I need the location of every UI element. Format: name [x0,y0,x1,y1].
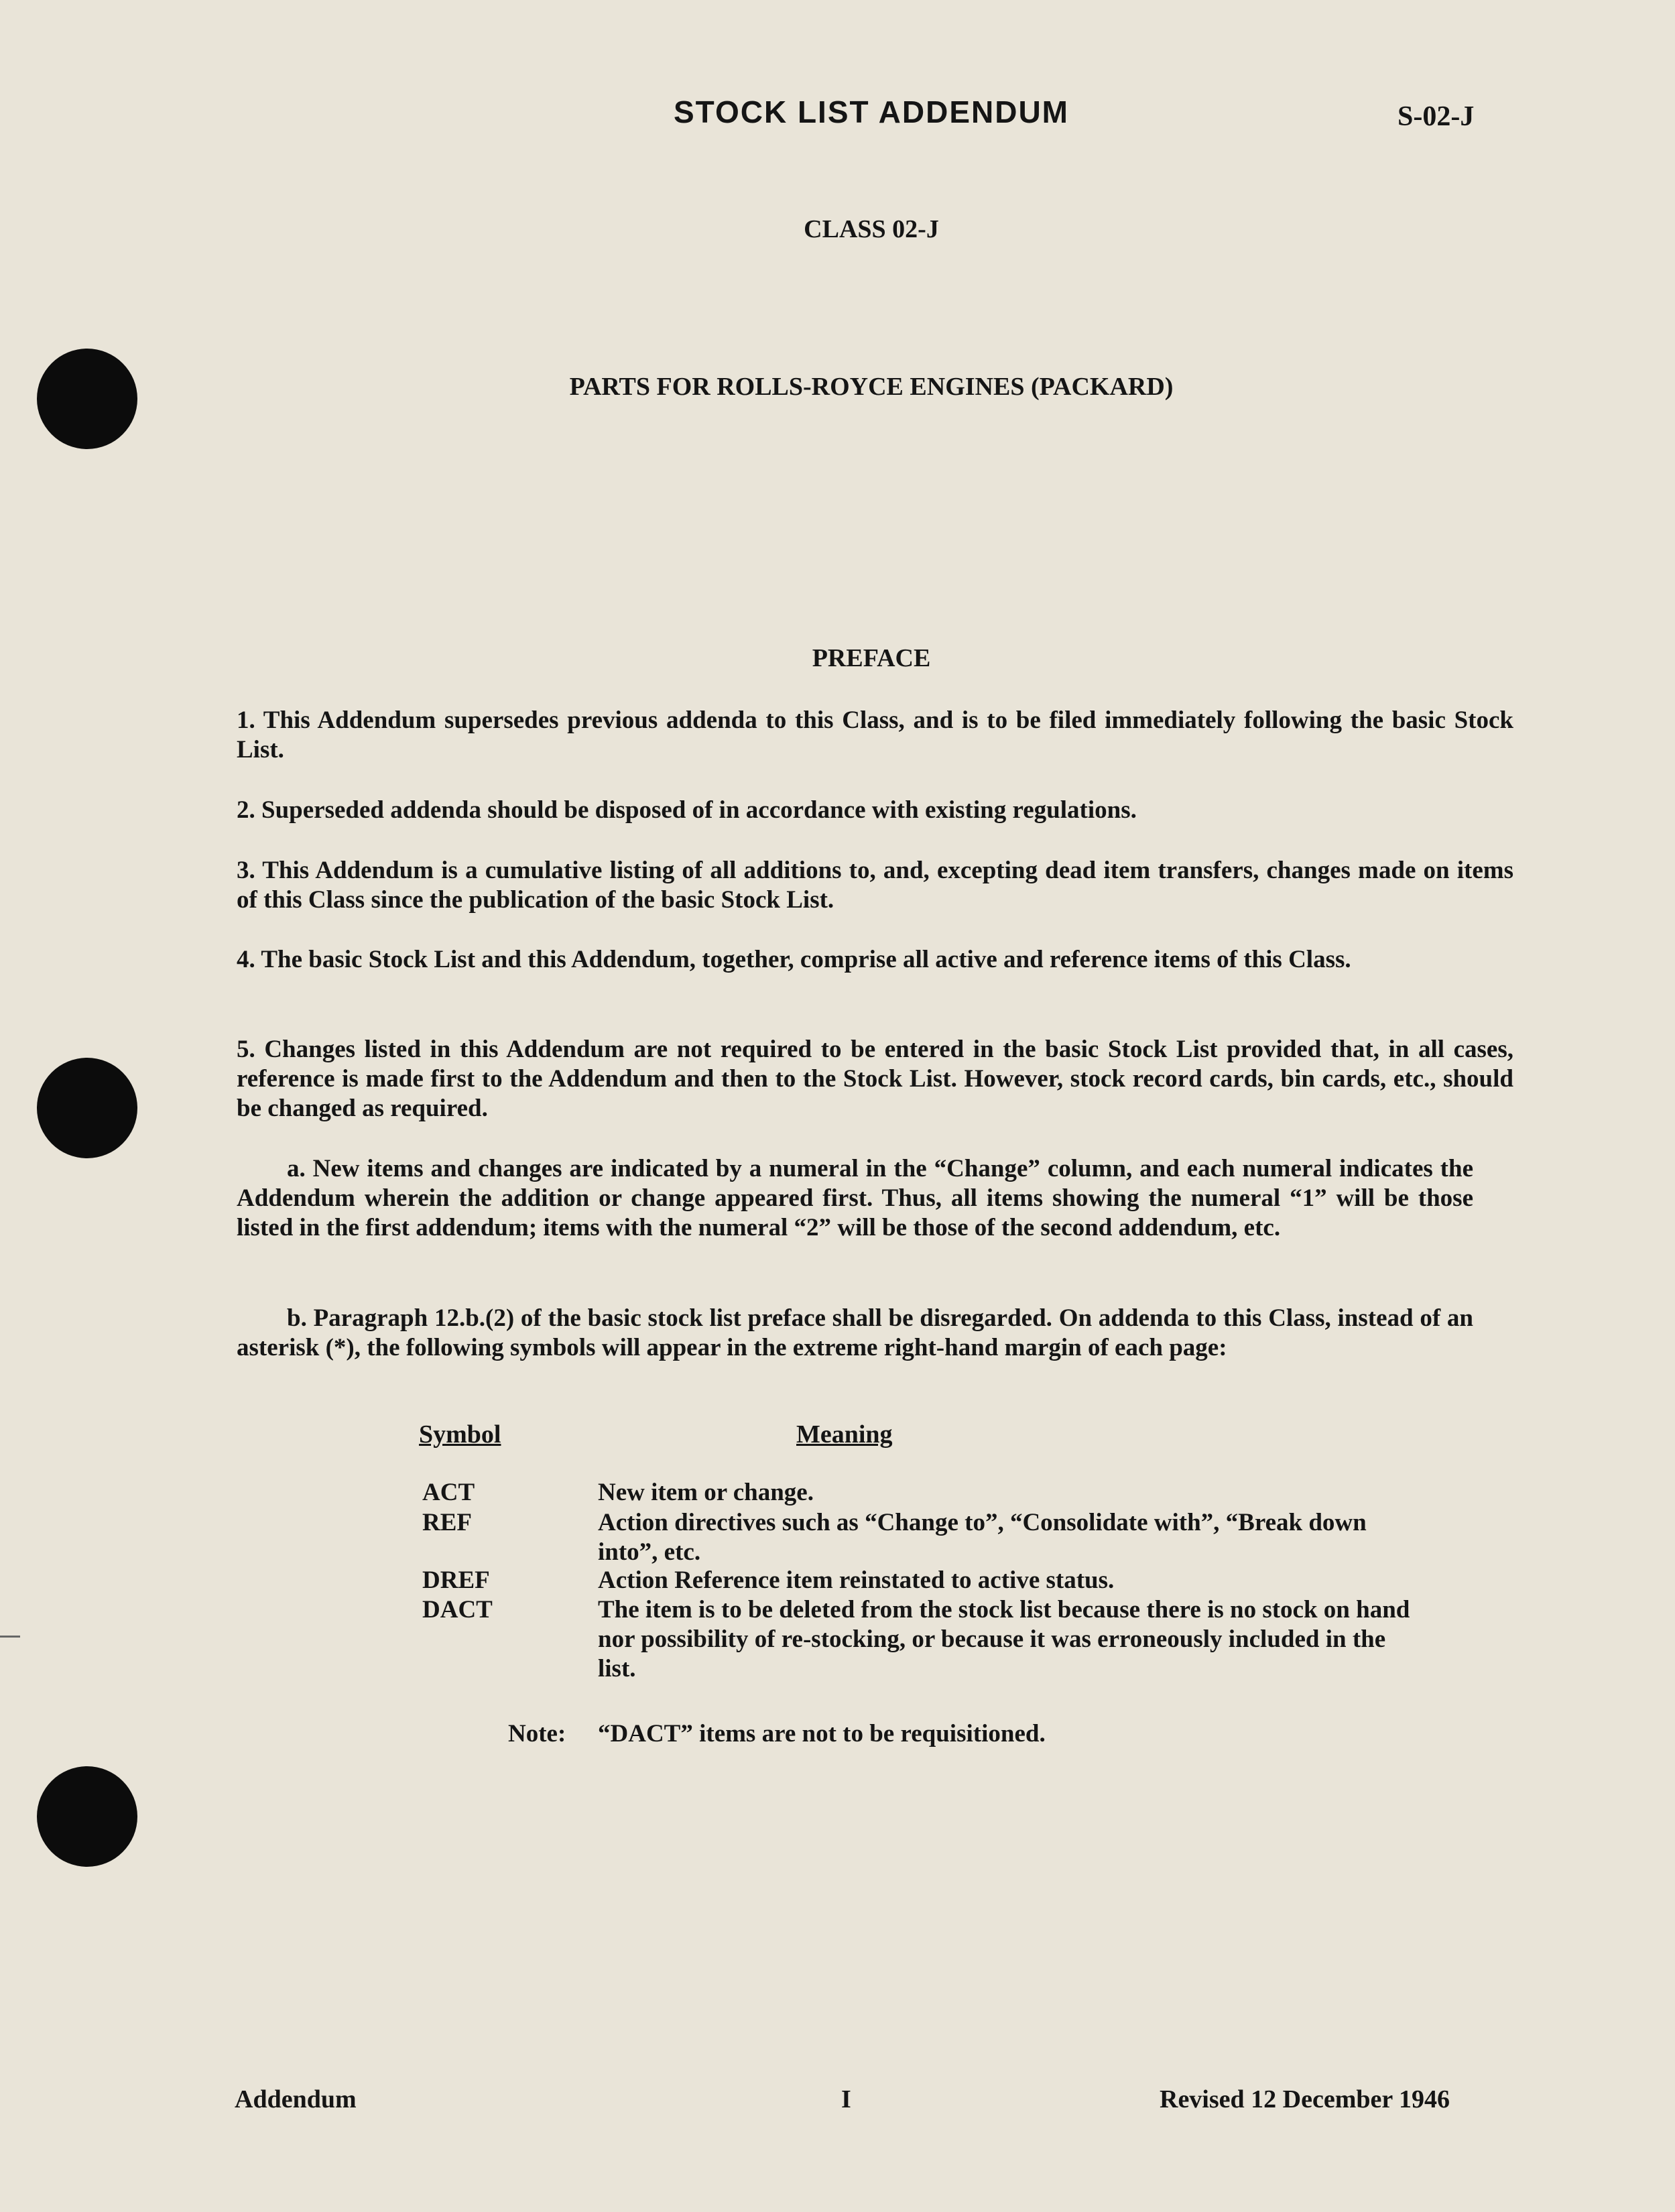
paragraph-5 [237,1035,1513,1123]
sub-paragraph-b-text: b. Paragraph 12.b.(2) of the basic stock list preface shall be disregarded. On addenda to this Class, instead of an asterisk (*), the following symbols will appear in the extreme right-hand margin of each page: [237,1304,1473,1361]
margin-mark [0,1636,20,1638]
symbol-dact: DACT [422,1596,493,1623]
meaning-column-header: Meaning [796,1420,893,1449]
paragraph-2 [237,796,1513,825]
paragraph-1-text: 1. This Addendum supersedes previous addenda to this Class, and is to be filed immediately following the basic Stock List. [237,706,1513,763]
paragraph-4-text: 4. The basic Stock List and this Addendum, together, comprise all active and reference items of this Class. [237,946,1351,973]
note-text: “DACT” items are not to be requisitioned. [598,1720,1046,1747]
paragraph-4 [237,945,1513,975]
footer-left: Addendum [235,2085,357,2113]
subject-line: PARTS FOR ROLLS-ROYCE ENGINES (PACKARD) [569,373,1174,401]
footer-page-number: I [841,2085,851,2113]
sub-paragraph-a-text: a. New items and changes are indicated by a numeral in the “Change” column, and each numeral indicates the Addendum wherein the addition or change appeared first. Thus, all items showing the numeral “1” will be those listed in the first addendum; items with the numeral “2” will be those of the second addendum, etc. [237,1155,1473,1241]
binder-hole-middle [37,1058,137,1158]
paragraph-1 [237,706,1513,765]
document-code: S-02-J [1398,101,1475,132]
paragraph-3-text: 3. This Addendum is a cumulative listing of all additions to, and, excepting dead item transfers, changes made on items of this Class since the publication of the basic Stock List. [237,857,1513,914]
paragraph-2-text: 2. Superseded addenda should be disposed of in accordance with existing regulations. [237,796,1137,824]
meaning-ref: Action directives such as “Change to”, “Consolidate with”, “Break down into”, etc. [598,1509,1367,1566]
meaning-dact: The item is to be deleted from the stock list because there is no stock on hand nor possibility of re-stocking, or because it was erroneously included in the list. [598,1596,1410,1682]
note-label: Note: [508,1720,566,1747]
document-title: STOCK LIST ADDENDUM [674,95,1069,129]
paragraph-3 [237,856,1513,915]
sub-paragraph-a [237,1154,1473,1243]
paragraph-5-text: 5. Changes listed in this Addendum are not required to be entered in the basic Stock List provided that, in all cases, reference is made first to the Addendum and then to the Stock List. However, stock record cards, bin cards, etc., should be changed as required. [237,1036,1513,1122]
meaning-dref: Action Reference item reinstated to active status. [598,1566,1115,1594]
meaning-act: New item or change. [598,1479,814,1506]
symbol-column-header: Symbol [419,1420,501,1449]
symbol-act: ACT [422,1479,475,1506]
binder-hole-bottom [37,1766,137,1867]
class-line: CLASS 02-J [804,215,939,243]
symbol-ref: REF [422,1509,472,1536]
preface-heading: PREFACE [812,644,931,672]
footer-revision-date: Revised 12 December 1946 [1160,2085,1450,2113]
symbol-dref: DREF [422,1566,490,1594]
sub-paragraph-b [237,1304,1473,1363]
